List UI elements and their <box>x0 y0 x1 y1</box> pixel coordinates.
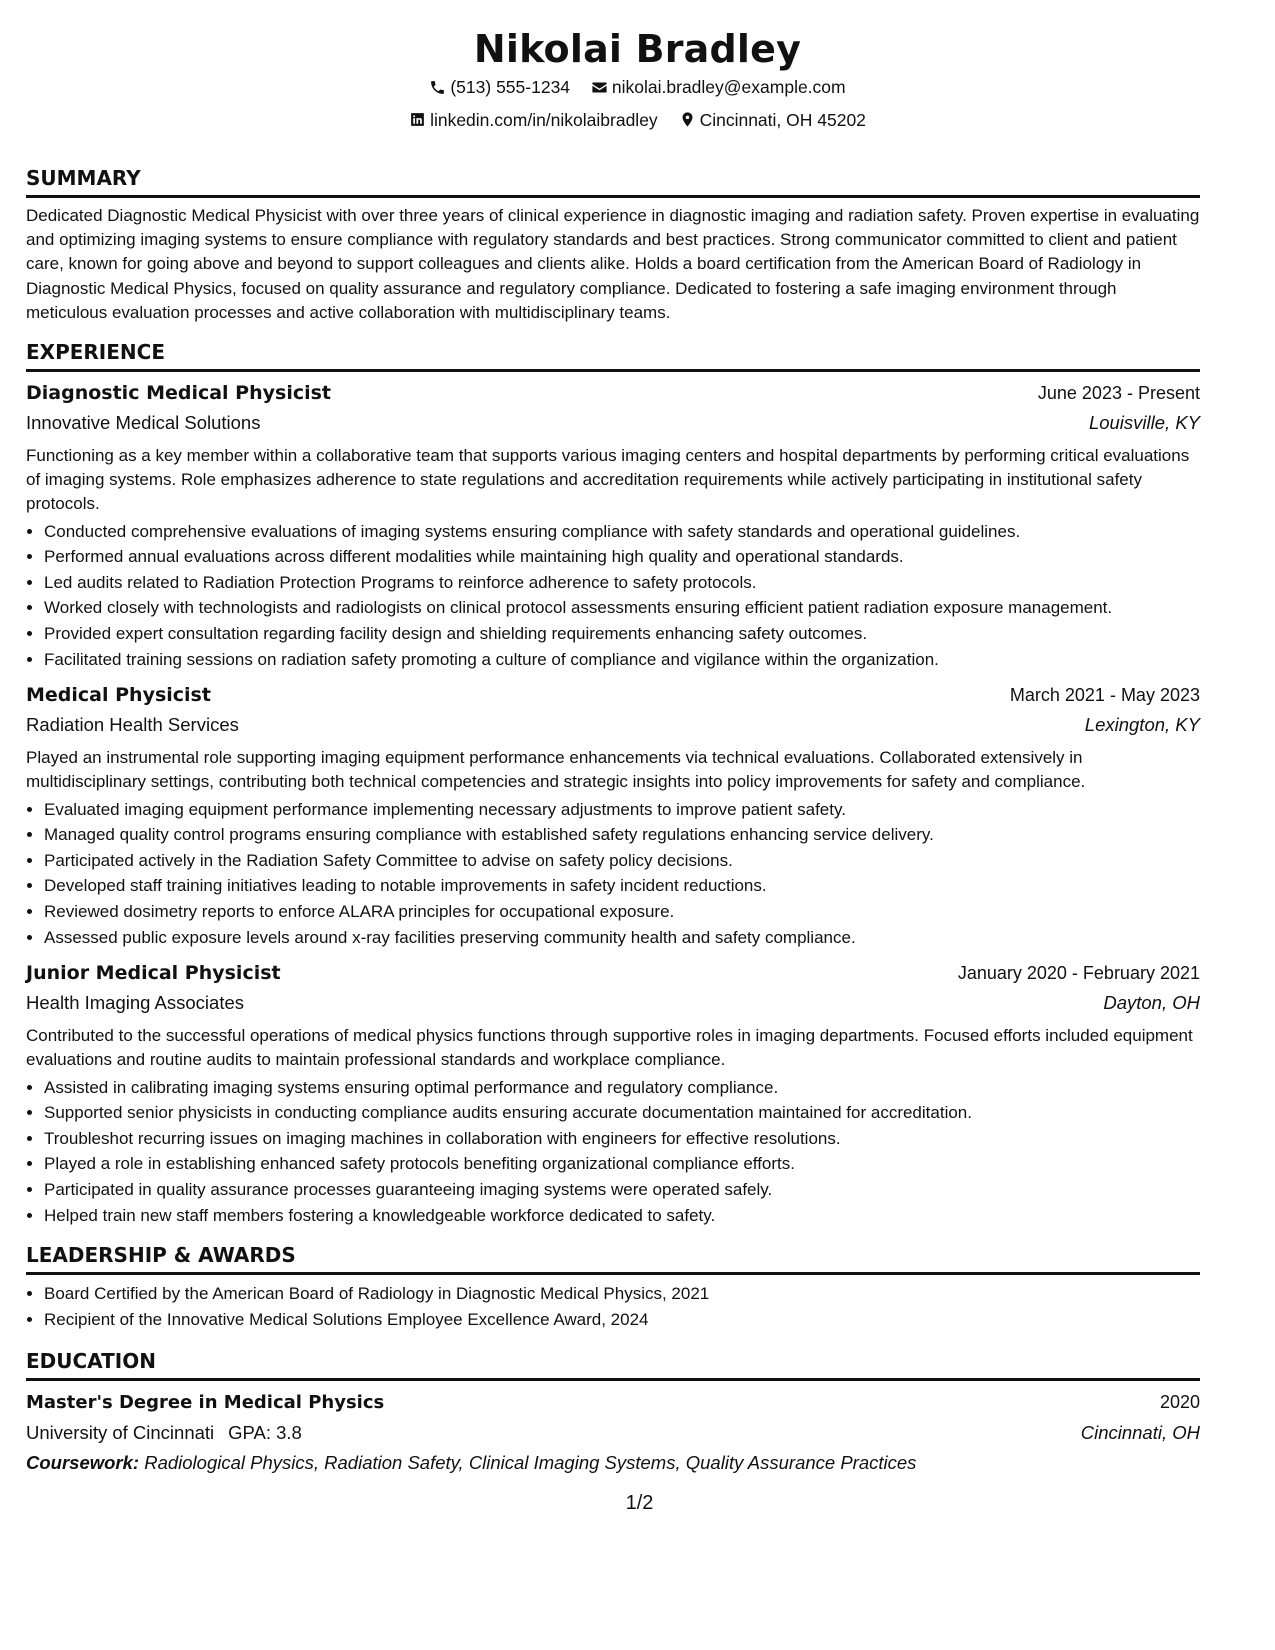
list-item: • Assessed public exposure levels around x-ray facilities preserving community health and safety compliance. <box>44 925 1200 951</box>
school-name: University of Cincinnati <box>26 1422 215 1444</box>
contact-line-1 <box>26 72 1200 105</box>
job-header-row <box>26 958 1200 988</box>
job-entry <box>26 958 1200 1228</box>
job-dates: January 2020 - February 2021 <box>957 963 1200 984</box>
list-item: • Facilitated training sessions on radiation safety promoting a culture of compliance and vigilance within the organization. <box>44 647 1200 673</box>
list-item: • Participated in quality assurance processes guaranteeing imaging systems were operated safely. <box>44 1177 1200 1203</box>
school-info <box>26 1418 302 1447</box>
phone-icon <box>429 79 446 96</box>
envelope-icon <box>591 79 608 96</box>
list-item: • Helped train new staff members fostering a knowledgeable workforce dedicated to safety. <box>44 1203 1200 1229</box>
job-company: Radiation Health Services <box>26 714 239 736</box>
job-company-row <box>26 408 1200 438</box>
education-header-row <box>26 1387 1200 1418</box>
list-item: • Assisted in calibrating imaging systems ensuring optimal performance and regulatory compliance. <box>44 1075 1200 1101</box>
list-item: • Participated actively in the Radiation Safety Committee to advise on safety policy decisions. <box>44 848 1200 874</box>
list-item: • Troubleshot recurring issues on imaging machines in collaboration with engineers for effective resolutions. <box>44 1126 1200 1152</box>
school-location: Cincinnati, OH <box>1080 1422 1200 1444</box>
phone-text: (513) 555-1234 <box>450 77 571 97</box>
summary-text: Dedicated Diagnostic Medical Physicist with over three years of clinical experience in diagnostic imaging and radiation safety. Proven expertise in evaluating and optimizing imaging systems to ensure compliance with regulatory standards and best practices. Strong communicator committed to client and patient care, known for going above and beyond to support colleagues and clients alike. Holds a board certification from the American Board of Radiology in Diagnostic Medical Physics, focused on quality assurance and regulatory compliance. Dedicated to fostering a safe imaging environment through meticulous evaluation processes and active collaboration with multidisciplinary teams. <box>26 206 1200 322</box>
job-title: Medical Physicist <box>26 684 211 707</box>
linkedin-contact[interactable] <box>409 105 658 135</box>
education-heading: EDUCATION <box>26 1348 1200 1381</box>
summary-section <box>26 165 1200 325</box>
candidate-name: Nikolai Bradley <box>473 27 802 71</box>
job-bullets <box>26 519 1200 673</box>
job-company: Health Imaging Associates <box>26 992 245 1014</box>
awards-heading: LEADERSHIP & AWARDS <box>26 1242 1200 1275</box>
list-item: • Supported senior physicists in conducting compliance audits ensuring accurate documentation maintained for accreditation. <box>44 1100 1200 1126</box>
phone-contact <box>429 72 570 102</box>
education-school-row <box>26 1418 1200 1448</box>
list-item: • Conducted comprehensive evaluations of imaging systems ensuring compliance with safety standards and operational guidelines. <box>44 519 1200 545</box>
email-contact[interactable] <box>591 72 846 102</box>
linkedin-link[interactable]: linkedin.com/in/nikolaibradley <box>430 109 658 130</box>
list-item: • Managed quality control programs ensuring compliance with established safety regulations enhancing service delivery. <box>44 822 1200 848</box>
location-text: Cincinnati, OH 45202 <box>699 109 866 130</box>
list-item: • Evaluated imaging equipment performance implementing necessary adjustments to improve patient safety. <box>44 797 1200 823</box>
coursework <box>26 1448 1200 1477</box>
job-title: Junior Medical Physicist <box>26 962 281 985</box>
job-header-row <box>26 680 1200 710</box>
map-pin-icon <box>679 111 696 128</box>
list-item: • Recipient of the Innovative Medical Solutions Employee Excellence Award, 2024 <box>44 1307 1200 1333</box>
coursework-list: Radiological Physics, Radiation Safety, Clinical Imaging Systems, Quality Assurance Practices <box>144 1452 917 1474</box>
email-link[interactable]: nikolai.bradley@example.com <box>611 77 846 97</box>
list-item: • Reviewed dosimetry reports to enforce ALARA principles for occupational exposure. <box>44 899 1200 925</box>
job-dates: March 2021 - May 2023 <box>1009 685 1200 706</box>
job-company-row <box>26 710 1200 740</box>
list-item: • Developed staff training initiatives leading to notable improvements in safety incident reductions. <box>44 873 1200 899</box>
job-company-row <box>26 988 1200 1018</box>
job-dates: June 2023 - Present <box>1037 383 1200 404</box>
gpa: GPA: 3.8 <box>228 1422 302 1444</box>
job-company: Innovative Medical Solutions <box>26 412 261 434</box>
job-header-row <box>26 378 1200 408</box>
job-entry <box>26 680 1200 950</box>
linkedin-icon <box>409 111 426 128</box>
job-bullets <box>26 797 1200 951</box>
summary-heading: SUMMARY <box>26 165 1200 198</box>
graduation-year: 2020 <box>1159 1392 1200 1413</box>
awards-list <box>26 1281 1200 1332</box>
job-description: Played an instrumental role supporting imaging equipment performance enhancements via technical evaluations. Collaborated extensively in multidisciplinary settings, contributing both technical competencies and strategic insights into policy improvements for safety and compliance. <box>26 748 1086 792</box>
coursework-label: Coursework: <box>26 1452 140 1474</box>
education-section <box>26 1348 1200 1477</box>
list-item: • Led audits related to Radiation Protection Programs to reinforce adherence to safety protocols. <box>44 570 1200 596</box>
job-description: Contributed to the successful operations of medical physics functions through supportive roles in imaging departments. Focused efforts included equipment evaluations and routine audits to maintain professional standards and workplace compliance. <box>26 1026 1193 1070</box>
list-item: • Provided expert consultation regarding facility design and shielding requirements enhancing safety outcomes. <box>44 621 1200 647</box>
awards-section <box>26 1242 1200 1332</box>
page-number: 1/2 <box>625 1492 654 1514</box>
contact-line-2 <box>26 105 1200 138</box>
list-item: • Played a role in establishing enhanced safety protocols benefiting organizational compliance efforts. <box>44 1151 1200 1177</box>
list-item: • Performed annual evaluations across different modalities while maintaining high quality and operational standards. <box>44 544 1200 570</box>
job-description: Functioning as a key member within a collaborative team that supports various imaging centers and hospital departments by performing critical evaluations of imaging systems. Role emphasizes adherence to state regulations and accreditation requirements while actively participating in institutional safety protocols. <box>26 446 1190 514</box>
location-contact <box>679 105 866 135</box>
job-title: Diagnostic Medical Physicist <box>26 382 332 405</box>
experience-heading: EXPERIENCE <box>26 339 1200 372</box>
list-item: • Worked closely with technologists and radiologists on clinical protocol assessments ensuring efficient patient radiation exposure management. <box>44 595 1200 621</box>
job-location: Lexington, KY <box>1084 714 1200 736</box>
job-bullets <box>26 1075 1200 1229</box>
job-location: Louisville, KY <box>1088 412 1200 434</box>
experience-section <box>26 339 1200 1228</box>
list-item: • Board Certified by the American Board of Radiology in Diagnostic Medical Physics, 2021 <box>44 1281 1200 1307</box>
job-location: Dayton, OH <box>1103 992 1200 1014</box>
job-entry <box>26 378 1200 672</box>
degree-title: Master's Degree in Medical Physics <box>26 1392 385 1414</box>
